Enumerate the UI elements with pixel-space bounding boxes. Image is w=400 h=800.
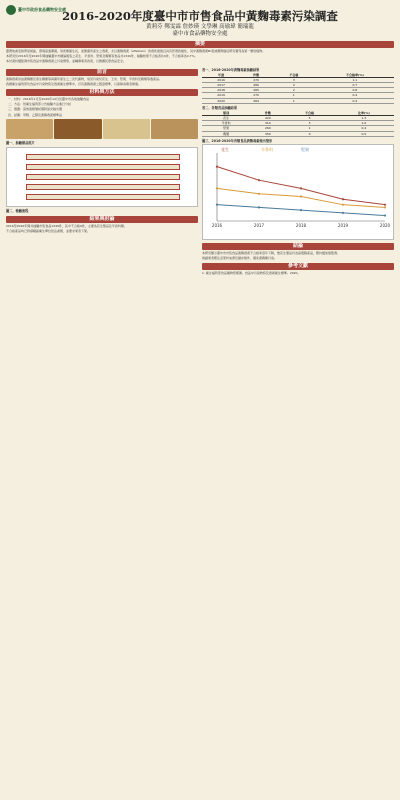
data-point xyxy=(300,187,302,189)
table-cell: 0.7 xyxy=(316,83,394,88)
author-list: 黃莉芬 鄭雯霖 詹妙瑛 文學琳 高瑜瑋 簡瑞龍 xyxy=(146,24,254,30)
photo-caption: 圖一、抽驗樣品照片 xyxy=(6,140,35,145)
table-cell: 260 xyxy=(250,126,285,131)
table-cell: 1 xyxy=(272,93,316,98)
conclusion-heading: 結論 xyxy=(202,243,394,250)
table-row xyxy=(202,98,394,103)
category-table xyxy=(202,111,394,137)
data-point xyxy=(216,165,218,167)
abstract-text: 臺灣地處亞熱帶氣候區，環境高溫潮濕，易使黴菌生長，而黴菌所產生之毒素，尤以黃麴毒素（aflatoxin）的毒性最強且具有肝毒致癌性，其中黃麴毒素B₁更被國際癌症研究署列為第一類致癌物。 xyxy=(6,49,266,53)
table-header: 不合格 xyxy=(272,73,316,78)
data-point xyxy=(216,187,218,189)
table-header: 比率(%) xyxy=(334,111,394,116)
data-point xyxy=(258,179,260,181)
left-column xyxy=(6,66,198,277)
table1-caption: 表一、2016-2020年黃麴毒素抽驗結果 xyxy=(202,67,260,72)
table-cell: 264 xyxy=(240,98,272,103)
data-point xyxy=(384,203,386,205)
data-point xyxy=(384,206,386,208)
agency-logo xyxy=(6,5,66,15)
spice-photo xyxy=(54,119,101,139)
table-cell: 2020 xyxy=(202,98,240,103)
table-cell: 辛香料 xyxy=(202,121,250,126)
x-tick-label: 2020 xyxy=(379,222,391,228)
table-header: 不合格 xyxy=(285,111,333,116)
results-text: 不合格產品均已移請轄區衛生單位依法處辦，並要求業者下架。 xyxy=(6,229,91,234)
table-cell: 280 xyxy=(240,83,272,88)
table-cell: 1 xyxy=(272,98,316,103)
series-line xyxy=(217,166,385,204)
table-cell: 2016 xyxy=(202,77,240,82)
table-cell: 5 xyxy=(285,116,333,121)
table-cell: 1.2 xyxy=(334,116,394,121)
two-column-body xyxy=(6,66,394,277)
legend-entry: 花生 xyxy=(221,146,229,152)
results-text: 2016至2020年間共抽驗市售食品1349件，其中不合格9件，主要為花生製品及辛香料類。 xyxy=(6,223,127,228)
table-cell: 2 xyxy=(272,83,316,88)
table-header: 類別 xyxy=(202,111,250,116)
table-cell: 2 xyxy=(272,88,316,93)
table-cell: 1 xyxy=(285,126,333,131)
table-cell: 2018 xyxy=(202,88,240,93)
abstract-section xyxy=(6,41,394,64)
x-tick-label: 2019 xyxy=(337,222,349,228)
results-heading: 結果與討論 xyxy=(6,216,198,223)
methods-heading: 材料與方法 xyxy=(6,89,198,96)
data-point xyxy=(258,193,260,195)
x-tick-label: 2017 xyxy=(253,222,265,228)
flow-node xyxy=(26,194,180,200)
table-cell: 420 xyxy=(250,116,285,121)
method-item: 一、材料：2016年1月至2020年12月於臺中市各地抽驗食品 xyxy=(8,97,89,102)
nut-photo xyxy=(103,119,150,139)
flow-node xyxy=(26,164,180,170)
agency-name: 臺中市政府食品藥物安全處 xyxy=(18,7,66,12)
table-cell: 0.4 xyxy=(316,98,394,103)
intro-heading: 前言 xyxy=(6,69,198,76)
table-cell: 堅果 xyxy=(202,126,250,131)
table-cell: 0 xyxy=(285,131,333,136)
table-header: 件數 xyxy=(250,111,285,116)
table-cell: 0.0 xyxy=(334,131,394,136)
conclusion-text: 本研究顯示臺中市市售食品黃麴毒素不合格率逐年下降，惟花生製品仍為高風險產品，應持續加強監測。 xyxy=(202,250,341,255)
table-cell: 1.1 xyxy=(316,77,394,82)
x-tick-label: 2018 xyxy=(295,222,307,228)
abstract-text: 本研究於2016年至2020年間抽驗臺中市轄區販售之花生、辛香料、堅果及穀類等食品共1349件，檢驗結果不合格者共9件，不合格率為0.7%。 xyxy=(6,54,198,59)
table-cell: 270 xyxy=(240,77,272,82)
results-table xyxy=(202,73,394,104)
table-cell: 270 xyxy=(240,93,272,98)
flow-node xyxy=(26,184,180,190)
table-header: 件數 xyxy=(240,73,272,78)
data-point xyxy=(216,203,218,205)
line-chart xyxy=(202,144,394,240)
legend-entry: 辛香料 xyxy=(261,146,273,152)
right-column xyxy=(202,66,394,277)
method-item: 四、試藥：甲醇、乙腈及黃麴毒素標準品 xyxy=(8,112,63,117)
abstract-heading: 摘要 xyxy=(6,41,394,48)
agency-seal-icon xyxy=(6,5,16,15)
reference-item: 1. 衛生福利部食品藥物管理署。食品中污染物質及毒素衛生標準。2020。 xyxy=(202,271,301,276)
grain-photo xyxy=(151,119,198,139)
data-point xyxy=(258,206,260,208)
table-cell: 1.0 xyxy=(334,121,394,126)
data-point xyxy=(300,195,302,197)
table-header: 不合格率(%) xyxy=(316,73,394,78)
table-cell: 穀類 xyxy=(202,131,250,136)
table-row xyxy=(202,131,394,136)
table-cell: 2019 xyxy=(202,93,240,98)
data-point xyxy=(342,198,344,200)
flow-node xyxy=(26,154,180,160)
data-point xyxy=(300,209,302,211)
intro-text: 我國衛生福利部於食品中污染物質及毒素衛生標準中，訂有黃麴毒素之限量標準，以保障消費者健康。 xyxy=(6,81,142,86)
chart-caption: 圖三、2016-2020年各類食品黃麴毒素檢出情形 xyxy=(202,138,273,143)
table2-caption: 表二、各類食品抽驗結果 xyxy=(202,105,238,110)
references-heading: 參考文獻 xyxy=(202,263,394,270)
conclusion-text: 建議業者應注意原料來源及儲存條件，避免黃麴黴污染。 xyxy=(202,256,278,261)
series-line xyxy=(217,188,385,207)
table-cell: 310 xyxy=(250,121,285,126)
x-tick-label: 2016 xyxy=(211,222,223,228)
table-cell: 359 xyxy=(250,131,285,136)
peanut-photo xyxy=(6,119,53,139)
sample-photos xyxy=(6,119,198,139)
abstract-text: 本計畫持續監測市售食品中黃麴毒素之污染情形，並輔導業者改善，以維護民眾食品安全。 xyxy=(6,59,127,64)
table-cell: 3 xyxy=(272,77,316,82)
table-cell: 花生 xyxy=(202,116,250,121)
legend-entry: 堅果 xyxy=(301,146,309,152)
poster-title: 2016-2020年度臺中市市售食品中黃麴毒素污染調查 xyxy=(62,9,338,23)
affiliation: 臺中市食品藥物安全處 xyxy=(172,31,228,37)
table-cell: 0.8 xyxy=(316,88,394,93)
method-item: 三、儀器：高效液相層析儀附螢光檢出器 xyxy=(8,107,63,112)
table-header: 年度 xyxy=(202,73,240,78)
table-cell: 0.4 xyxy=(334,126,394,131)
data-point xyxy=(342,212,344,214)
method-item: 二、方法：依衛生福利部公告檢驗方法進行分析 xyxy=(8,102,72,107)
data-point xyxy=(342,203,344,205)
flowchart xyxy=(6,147,198,207)
table-cell: 265 xyxy=(240,88,272,93)
flow-caption: 圖二、檢驗流程 xyxy=(6,208,29,213)
table-cell: 3 xyxy=(285,121,333,126)
table-cell: 0.4 xyxy=(316,93,394,98)
flow-node xyxy=(26,174,180,180)
table-cell: 2017 xyxy=(202,83,240,88)
intro-text: 黃麴毒素是由黃麴黴及寄生麴黴等真菌所產生之二次代謝物，常見污染於花生、玉米、堅果、辛香料及穀類等農產品。 xyxy=(6,76,163,81)
data-point xyxy=(384,214,386,216)
